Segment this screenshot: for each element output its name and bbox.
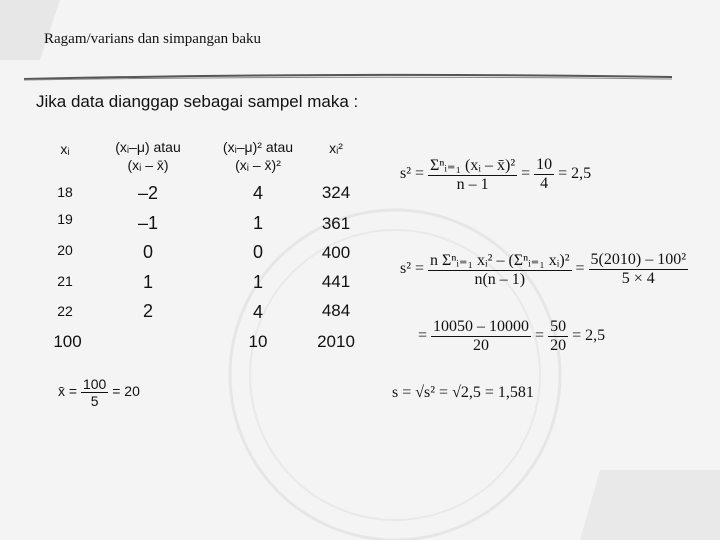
formula-equals: =: [418, 327, 428, 345]
cell-squared: 1: [252, 213, 263, 233]
cell-deviation: 1: [142, 272, 153, 292]
variance-calculation: [418, 318, 605, 355]
cell-xi-squared: 400: [321, 243, 351, 262]
formula-lhs: s² =: [400, 165, 425, 183]
mean-denominator: 5: [90, 393, 99, 409]
total-xi: 100: [53, 332, 82, 351]
formula-denominator: 20: [473, 337, 490, 354]
formula-denominator: 5 × 4: [621, 270, 655, 287]
formula-equals: =: [535, 327, 545, 345]
formula-denominator: n(n – 1): [474, 271, 526, 288]
header-xi-squared: [312, 139, 360, 157]
formula-fraction: [428, 250, 571, 289]
header-line1: xᵢ²: [329, 140, 343, 156]
cell-xi-squared: 484: [321, 301, 351, 320]
formula-fraction: [548, 318, 568, 355]
header-line1: (xᵢ–μ) atau: [115, 139, 181, 155]
formula-result: = 2,5: [558, 165, 592, 183]
header-line1: (xᵢ–μ)² atau: [222, 139, 294, 155]
formula-result: = 2,5: [572, 327, 606, 345]
standard-deviation-formula: s = √s² = √2,5 = 1,581: [392, 384, 534, 401]
cell-squared: 1: [252, 272, 263, 292]
mean-numerator: 100: [82, 376, 107, 392]
header-xi: [40, 140, 90, 158]
formula-fraction: [428, 155, 517, 194]
title-underline: [24, 73, 672, 81]
cell-xi: 19: [57, 211, 73, 227]
cell-xi-squared: 441: [321, 272, 351, 291]
header-deviation: [98, 138, 198, 174]
mean-lhs: x̄ =: [58, 383, 78, 400]
mean-result: = 20: [112, 383, 140, 400]
cell-xi: 18: [57, 184, 73, 200]
mean-fraction: [81, 376, 108, 409]
cell-xi: 21: [57, 273, 73, 289]
formula-numerator: 10: [536, 156, 553, 173]
formula-numerator: n Σⁿᵢ₌₁ xᵢ² – (Σⁿᵢ₌₁ xᵢ)²: [430, 252, 570, 269]
formula-equals: =: [521, 165, 531, 183]
computational-variance-formula: [400, 250, 688, 289]
cell-xi-squared: 361: [321, 214, 351, 233]
mean-formula: [58, 376, 140, 409]
formula-numerator: 50: [550, 318, 567, 335]
slide-title: Ragam/varians dan simpangan baku: [44, 31, 262, 47]
total-squared: 10: [248, 332, 268, 351]
formula-fraction: [431, 318, 531, 355]
cell-squared: 4: [252, 302, 263, 322]
formula-equals: =: [575, 260, 585, 278]
header-line1: xᵢ: [60, 141, 70, 157]
cell-xi: 20: [57, 242, 73, 258]
formula-lhs: s² =: [400, 260, 425, 278]
formula-numerator: 10050 – 10000: [433, 318, 530, 335]
cell-xi-squared: 324: [321, 183, 351, 202]
formula-fraction: [534, 156, 554, 193]
cell-deviation: 2: [142, 301, 153, 321]
sample-variance-formula: [400, 155, 591, 194]
intro-text: Jika data dianggap sebagai sampel maka :: [36, 92, 359, 111]
cell-xi: 22: [57, 303, 73, 319]
header-squared-deviation: [203, 138, 313, 174]
formula-denominator: 20: [550, 337, 567, 354]
formula-fraction: [589, 251, 688, 288]
formula-denominator: 4: [540, 175, 549, 192]
header-line2: (xᵢ – x̄): [127, 157, 169, 173]
cell-deviation: –2: [137, 183, 159, 203]
cell-squared: 4: [252, 183, 263, 203]
formula-numerator: Σⁿᵢ₌₁ (xᵢ – x̄)²: [430, 157, 516, 174]
formula-denominator: n – 1: [456, 176, 489, 193]
cell-squared: 0: [252, 242, 263, 262]
cell-deviation: 0: [142, 242, 153, 262]
header-line2: (xᵢ – x̄)²: [235, 157, 281, 173]
cell-deviation: –1: [137, 213, 159, 233]
formula-numerator: 5(2010) – 100²: [590, 251, 686, 268]
total-xi-squared: 2010: [317, 332, 355, 351]
